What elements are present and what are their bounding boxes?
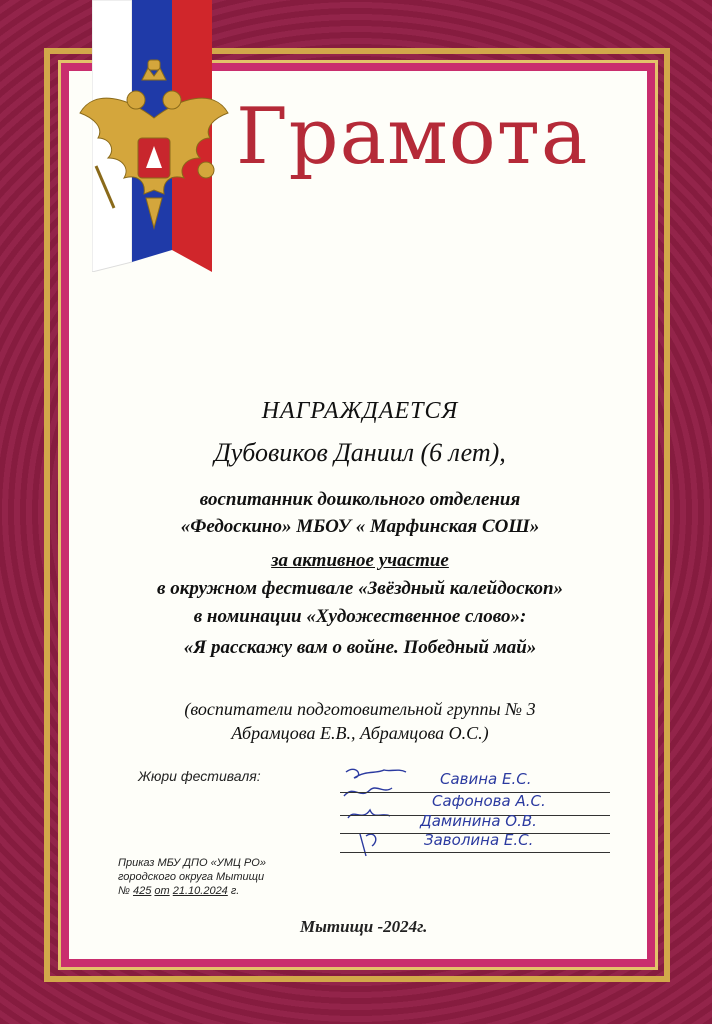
order-number: 425 [132,885,152,897]
order-number-prefix: № [118,885,130,897]
city-year: Мытищи -2024г. [300,917,428,936]
jury-label: Жюри фестиваля: [138,768,261,784]
educators-line-1: (воспитатели подготовительной группы № 3 [184,699,536,719]
body-line-6: «Я расскажу вам о войне. Победный май» [183,637,537,658]
signature-scribbles-icon [340,760,410,860]
order-block [118,856,266,898]
order-from: от [154,885,170,897]
body-line-3 [70,547,650,574]
participation-text: за активное участие [271,550,449,571]
body-line-2: «Федоскино» МБОУ « Марфинская СОШ» [180,516,540,537]
educators-line-2: Абрамцова Е.В., Абрамцова О.С.) [231,723,489,743]
body-line-1: воспитанник дошкольного отделения [199,489,521,510]
order-date: 21.10.2024 [172,885,228,897]
jury-signature-3: Даминина О.В. [420,812,537,830]
body-line-4: в окружном фестивале «Звёздный калейдоскоп» [156,578,564,599]
order-suffix: г. [230,885,240,897]
order-line-2: городского округа Мытищи [118,871,265,883]
signature-line-4 [340,852,610,853]
certificate-title: Грамота [236,92,589,182]
order-line-1: Приказ МБУ ДПО «УМЦ РО» [118,857,266,869]
jury-signature-1: Савина Е.С. [440,770,532,788]
coat-of-arms-icon [74,58,234,238]
recipient-name: Дубовиков Даниил (6 лет), [214,438,506,467]
jury-signature-2: Сафонова А.С. [432,792,546,810]
jury-signature-4: Заволина Е.С. [424,831,534,849]
awarded-heading: НАГРАЖДАЕТСЯ [261,398,459,424]
order-line-3 [118,884,266,898]
body-line-5: в номинации «Художественное слово»: [193,606,527,627]
